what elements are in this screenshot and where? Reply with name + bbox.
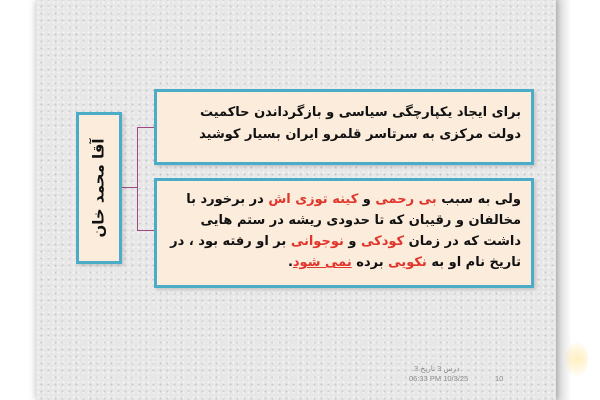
branch-1-text: برای ایجاد یکپارچگی سیاسی و بازگرداندن حاکمیت دولت مرکزی به سرتاسر قلمرو ایران بسیار کوشید <box>199 105 521 142</box>
root-label: آقا محمد خان <box>89 138 108 238</box>
emphasis-cruelty: بی رحمی <box>375 192 437 207</box>
emphasis-childhood: کودکی <box>361 234 405 249</box>
footer-datetime: 06:33 PM 10/3/25 <box>409 374 469 383</box>
branch-2-text <box>167 189 521 273</box>
corner-glow <box>566 342 588 376</box>
text-segment: بر او رفته بود ، در تاریخ نام او به <box>170 234 521 270</box>
emphasis-vindictiveness: کینه توزی اش <box>268 192 359 207</box>
connector-root <box>122 187 138 188</box>
text-segment: و <box>343 234 361 249</box>
emphasis-not-done: نمی شود <box>292 255 352 270</box>
text-segment: . <box>287 255 293 270</box>
branch-node-2 <box>154 178 534 288</box>
connector-branch-1 <box>137 127 154 128</box>
slide-edge-shadow <box>556 0 572 400</box>
emphasis-good-name: نکویی <box>388 255 427 270</box>
connector-trunk <box>137 127 138 230</box>
text-segment: برده <box>351 255 389 270</box>
branch-node-1 <box>154 89 534 165</box>
text-segment: و <box>358 192 376 207</box>
text-segment: ولی به سبب <box>436 192 521 207</box>
emphasis-adolescence: نوجوانی <box>290 234 344 249</box>
connector-branch-2 <box>137 230 154 231</box>
text-segment: در برخورد با مخالفان و رقیبان که تا حدودی ریشه در ستم هایی داشت که در زمان <box>186 192 521 249</box>
root-node <box>76 112 122 264</box>
footer-page-number: 10 <box>495 374 504 383</box>
footer-title: درس 3 تاریخ 3 <box>414 364 460 373</box>
